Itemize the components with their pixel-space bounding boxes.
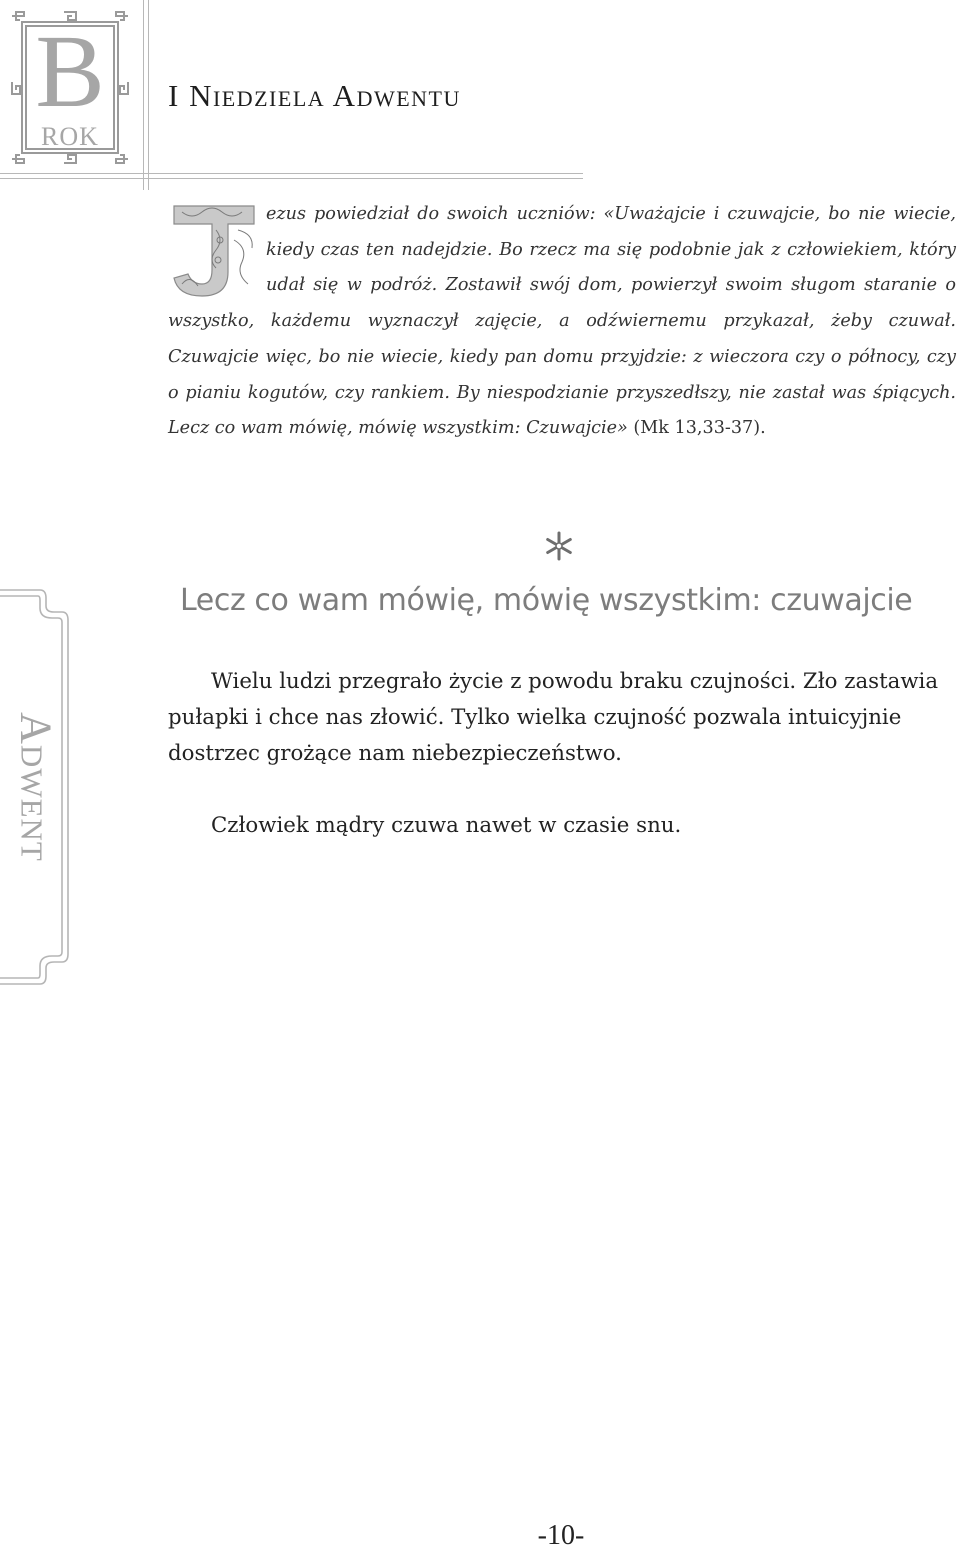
horizontal-rule [0, 173, 583, 179]
page-title: I Niedziela Adwentu [168, 78, 461, 113]
side-tab-label: Adwent [11, 712, 61, 862]
reflection-paragraph: Wielu ludzi przegrało życie z powodu braku czujności. Zło zastawia pułapki i chce nas złowić. Tylko wielka czujność pozwala intuicyjnie dostrzec grożące nam niebezpieczeństwo. [168, 669, 939, 766]
page-number: -10- [537, 1520, 585, 1551]
asterisk-separator-icon [541, 528, 577, 564]
reflection-title: Lecz co wam mówię, mówię wszystkim: czuwajcie [180, 583, 913, 618]
vertical-rule [143, 0, 149, 190]
decorated-initial-j [168, 200, 260, 304]
badge-year-letter: B [35, 14, 105, 129]
gospel-passage [168, 197, 956, 447]
gospel-text: ezus powiedział do swoich uczniów: «Uważajcie i czuwajcie, bo nie wiecie, kiedy czas ten nadejdzie. Bo rzecz ma się podobnie jak z człowiekiem, który udał się w podróż. Zostawił swój dom, powierzył swoim sługom staranie o wszystko, każdemu wyznaczył zajęcie, a odźwiernemu przykazał, żeby czuwał. Czuwajcie więc, bo nie wiecie, kiedy pan domu przyjdzie: z wieczora czy o północy, czy o pianiu kogutów, czy rankiem. By niespodzianie przyszedłszy, nie zastał was śpiących. Lecz co wam mówię, mówię wszystkim: Czuwajcie» [168, 204, 956, 439]
reflection-paragraph: Człowiek mądry czuwa nawet w czasie snu. [211, 813, 682, 838]
badge-year-label: ROK [41, 122, 99, 151]
gospel-reference: (Mk 13,33-37). [627, 418, 766, 439]
liturgical-year-badge [10, 10, 130, 165]
reflection-body [168, 664, 958, 844]
